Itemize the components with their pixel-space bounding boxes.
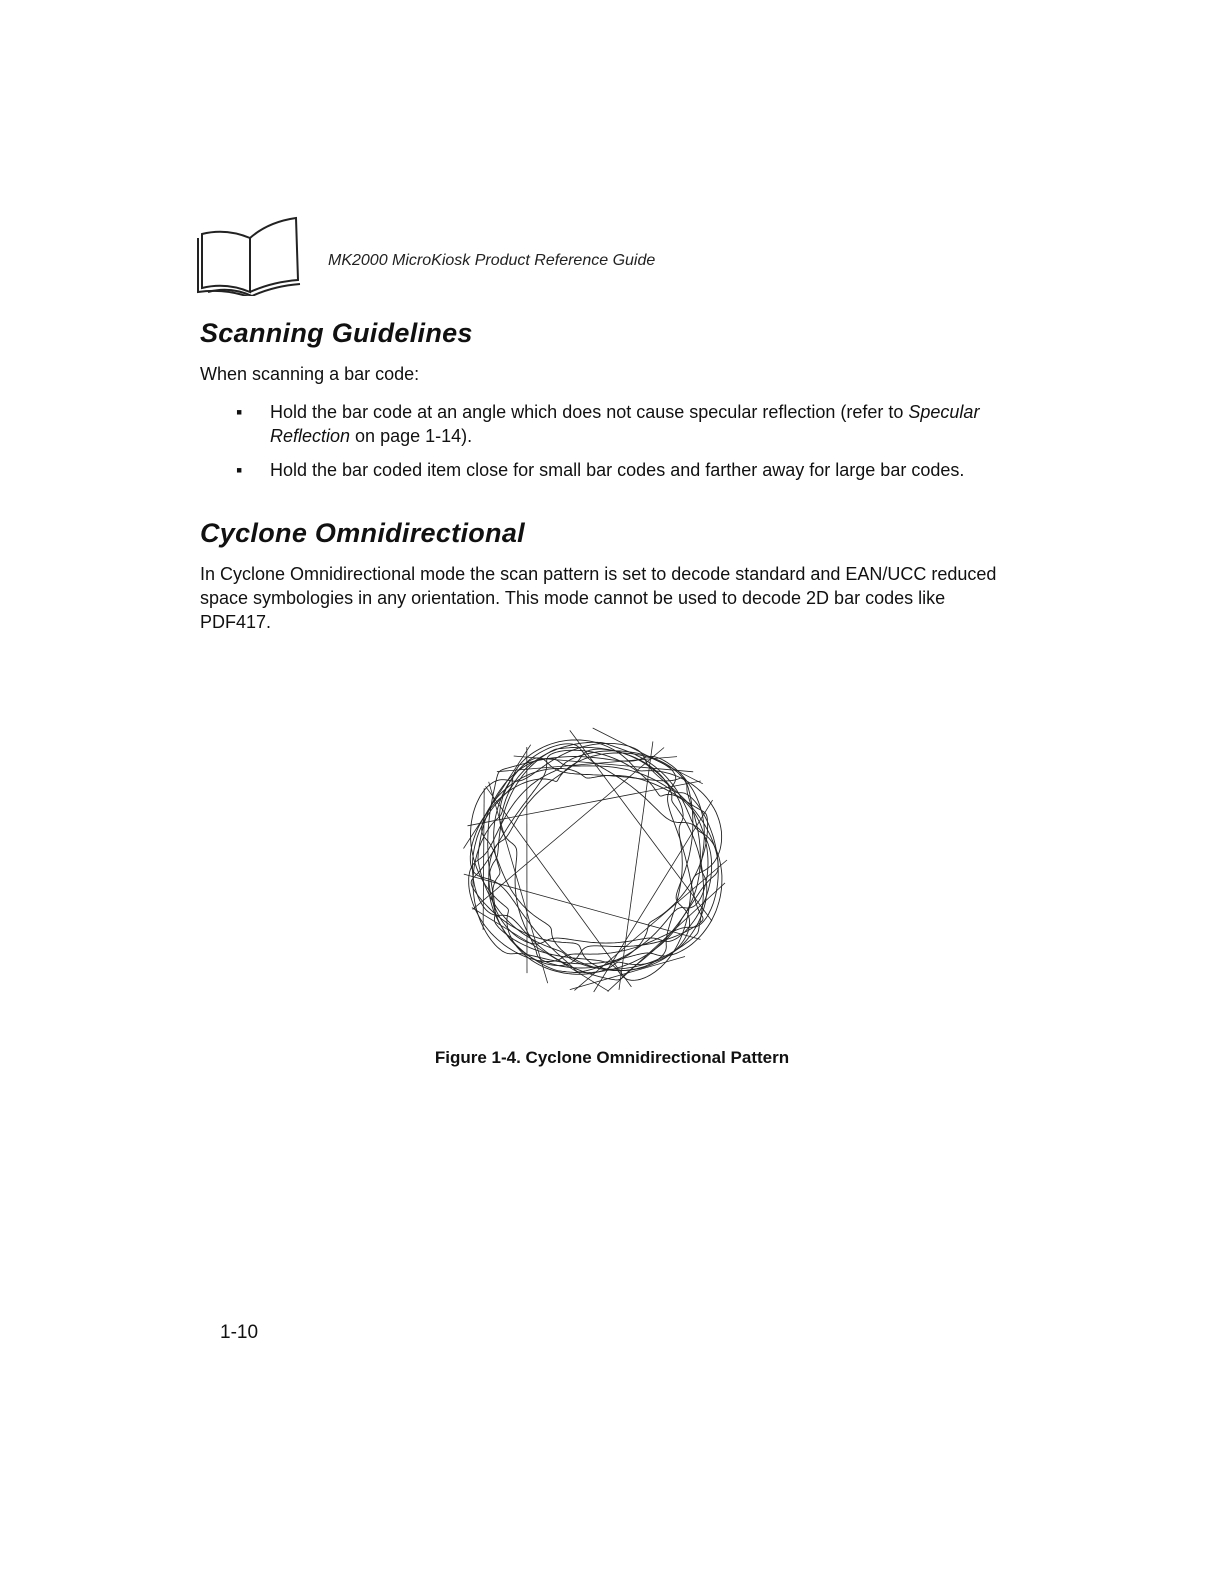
scan-pattern-line: [486, 786, 632, 987]
scan-pattern-line: [608, 883, 725, 992]
figure-caption: Figure 1-4. Cyclone Omnidirectional Pattern: [434, 1048, 790, 1067]
bullet-text-after: on page 1-14).: [350, 426, 473, 446]
cross-reference-link[interactable]: Specular Reflection: [270, 402, 980, 446]
scan-pattern-line: [464, 874, 701, 939]
page-number: 1-10: [220, 1322, 259, 1343]
list-item: [200, 400, 990, 448]
scan-pattern-line: [594, 800, 713, 992]
intro-text: When scanning a bar code:: [200, 364, 420, 384]
running-header: MK2000 MicroKiosk Product Reference Guide: [328, 252, 656, 269]
bullet-icon: ▪: [236, 460, 243, 480]
book-icon: [196, 212, 306, 296]
list-item: [200, 458, 990, 482]
scan-pattern-line: [574, 860, 727, 990]
bullet-text: Hold the bar coded item close for small bar codes and farther away for large bar codes.: [270, 460, 965, 480]
scan-pattern-line: [483, 788, 484, 930]
cyclone-paragraph: In Cyclone Omnidirectional mode the scan pattern is set to decode standard and EAN/UCC reduced space symbologies in any orientation. This mode cannot be used to decode 2D bar codes like PDF417.: [200, 564, 997, 632]
cyclone-scan-pattern-figure: [420, 688, 770, 1033]
section-heading-cyclone-omnidirectional: Cyclone Omnidirectional: [200, 518, 525, 548]
scan-pattern-curve: [471, 740, 722, 980]
bullet-text-before: Hold the bar code at an angle which does not cause specular reflection (refer to: [270, 402, 909, 422]
bullet-icon: ▪: [236, 402, 243, 422]
section-heading-scanning-guidelines: Scanning Guidelines: [200, 318, 473, 348]
guideline-list: [200, 400, 990, 492]
